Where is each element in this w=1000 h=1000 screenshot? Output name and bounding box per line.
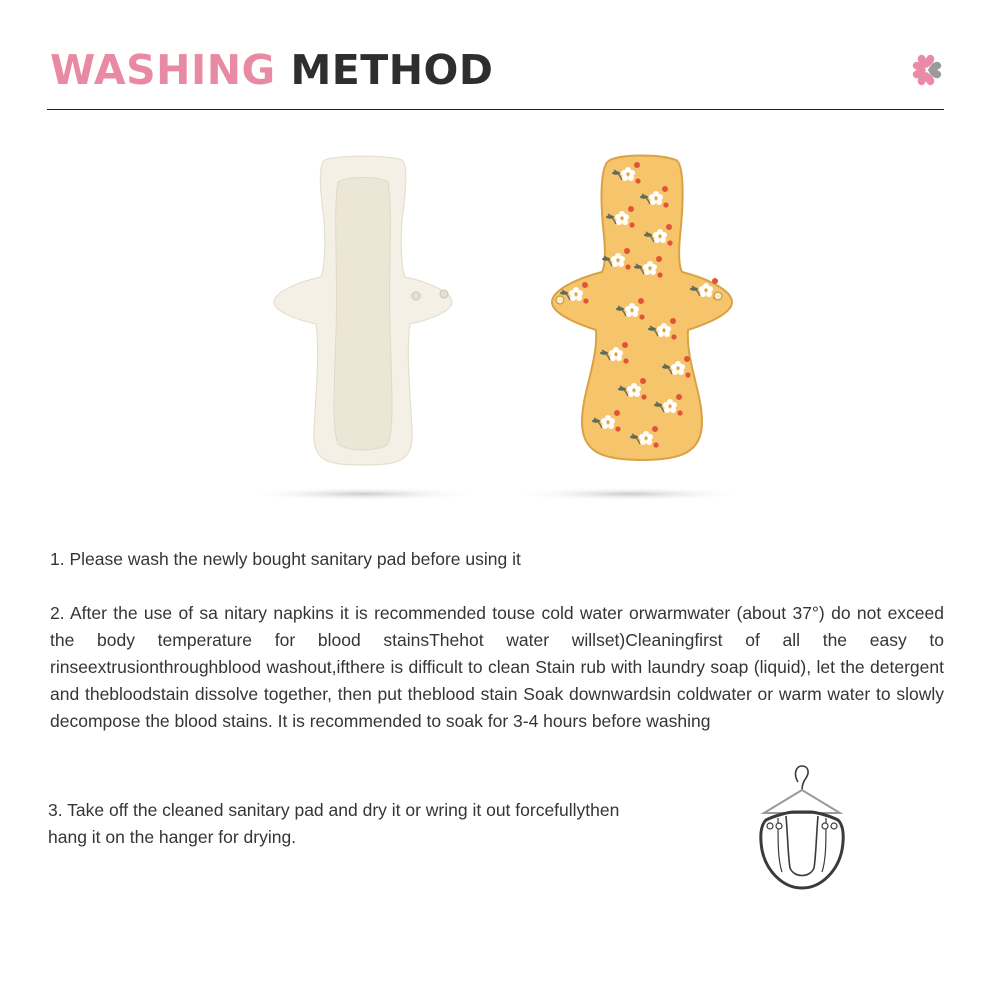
header-divider (47, 109, 944, 110)
title-main-word: METHOD (290, 46, 494, 94)
instruction-step-3: 3. Take off the cleaned sanitary pad and dry it or wring it out forcefullythen hang it on the hanger for drying. (48, 800, 620, 847)
page-title (50, 44, 493, 96)
instruction-step-1: 1. Please wash the newly bought sanitary pad before using it (50, 549, 521, 569)
page-header (48, 44, 944, 110)
instruction-step-2: 2. After the use of sa nitary napkins it is recommended touse cold water orwarmwater (about 37°) do not exceed the body temperature for blood stainsThehot water willset)Cleaningfirst of all the easy to rinseextrusionthroughblood washout,ifthere is difficult to clean Stain rub with laundry soap (liquid), let the detergent and thebloodstain dissolve together, then put theblood stain Soak downwardsin coldwater or warm water to slowly decompose the blood stains. It is recommended to soak for 3-4 hours before washing (50, 603, 944, 731)
cream-pad-icon (243, 156, 483, 501)
title-accent-word: WASHING (50, 46, 276, 94)
pad-product-images (230, 140, 770, 520)
pink-clover-logo-icon (908, 52, 944, 88)
floral-pad-icon (510, 156, 750, 502)
hanger-pad-icon (752, 760, 852, 895)
